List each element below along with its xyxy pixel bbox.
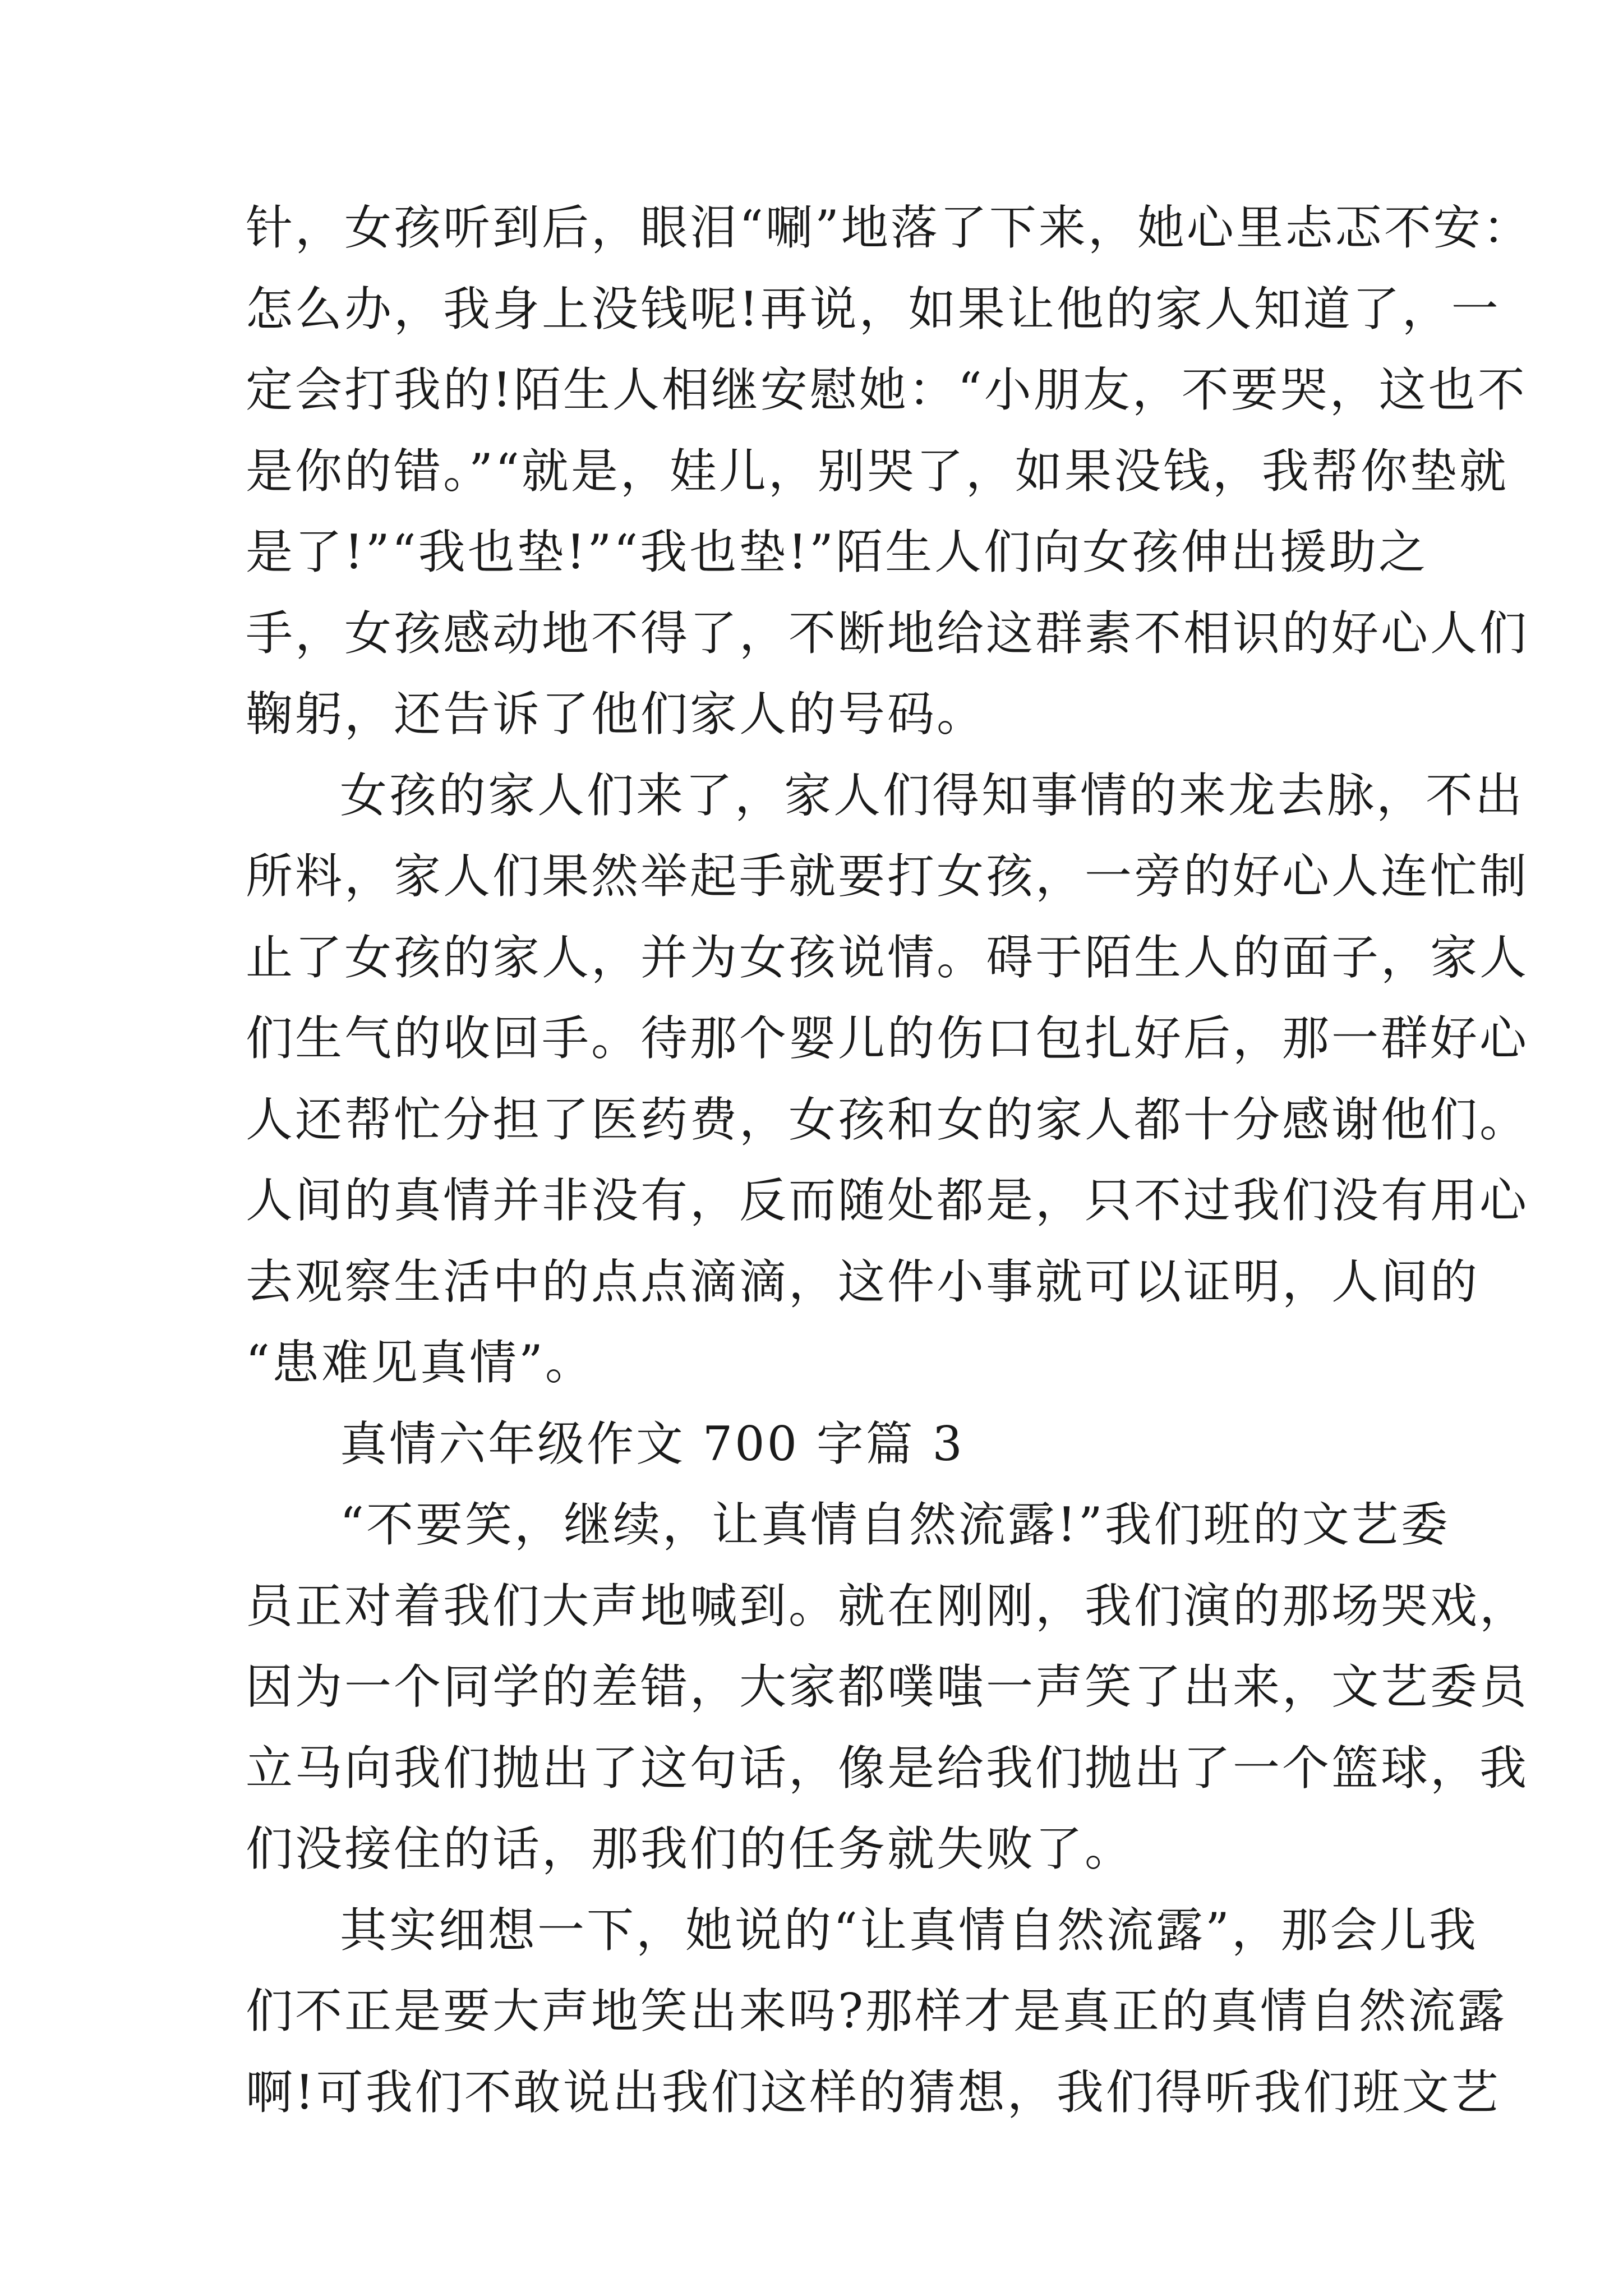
- text-line: 员正对着我们大声地喊到。就在刚刚，我们演的那场哭戏，: [246, 1578, 1529, 1634]
- text-line: 人还帮忙分担了医药费，女孩和女的家人都十分感谢他们。: [246, 1092, 1529, 1147]
- text-line: 所料，家人们果然举起手就要打女孩，一旁的好心人连忙制: [246, 849, 1529, 904]
- text-line: 定会打我的!陌生人相继安慰她：“小朋友，不要哭，这也不: [246, 362, 1527, 417]
- text-line: 们没接住的话，那我们的任务就失败了。: [246, 1821, 1135, 1876]
- text-line: 是了!”“我也垫!”“我也垫!”陌生人们向女孩伸出援助之: [246, 524, 1428, 579]
- section-heading: 真情六年级作文 700 字篇 3: [340, 1416, 965, 1471]
- text-line: 们生气的收回手。待那个婴儿的伤口包扎好后，那一群好心: [246, 1011, 1529, 1066]
- text-line: 手，女孩感动地不得了，不断地给这群素不相识的好心人们: [246, 605, 1529, 661]
- paragraph-start-line: 女孩的家人们来了，家人们得知事情的来龙去脉，不出: [340, 767, 1525, 823]
- body-text: [246, 187, 1532, 2133]
- text-line: “患难见真情”。: [246, 1335, 594, 1390]
- paragraph-start-line: “不要笑，继续，让真情自然流露!”我们班的文艺委: [340, 1497, 1450, 1552]
- text-line: 鞠躬，还告诉了他们家人的号码。: [246, 687, 986, 742]
- text-line: 止了女孩的家人，并为女孩说情。碍于陌生人的面子，家人: [246, 930, 1529, 985]
- text-line: 们不正是要大声地笑出来吗?那样才是真正的真情自然流露: [246, 1984, 1507, 2039]
- paragraph-start-line: 其实细想一下，她说的“让真情自然流露”，那会儿我: [340, 1902, 1478, 1958]
- text-line: 去观察生活中的点点滴滴，这件小事就可以证明，人间的: [246, 1254, 1480, 1309]
- text-line: 啊!可我们不敢说出我们这样的猜想，我们得听我们班文艺: [246, 2064, 1501, 2120]
- text-line: 立马向我们抛出了这句话，像是给我们抛出了一个篮球，我: [246, 1740, 1529, 1796]
- text-line: 人间的真情并非没有，反而随处都是，只不过我们没有用心: [246, 1173, 1529, 1228]
- text-line: 针，女孩听到后，眼泪“唰”地落了下来，她心里忐忑不安：: [246, 200, 1532, 255]
- text-line: 因为一个同学的差错，大家都噗嗤一声笑了出来，文艺委员: [246, 1659, 1529, 1714]
- text-line: 怎么办，我身上没钱呢!再说，如果让他的家人知道了，一: [246, 281, 1501, 337]
- text-line: 是你的错。”“就是，娃儿，别哭了，如果没钱，我帮你垫就: [246, 443, 1509, 499]
